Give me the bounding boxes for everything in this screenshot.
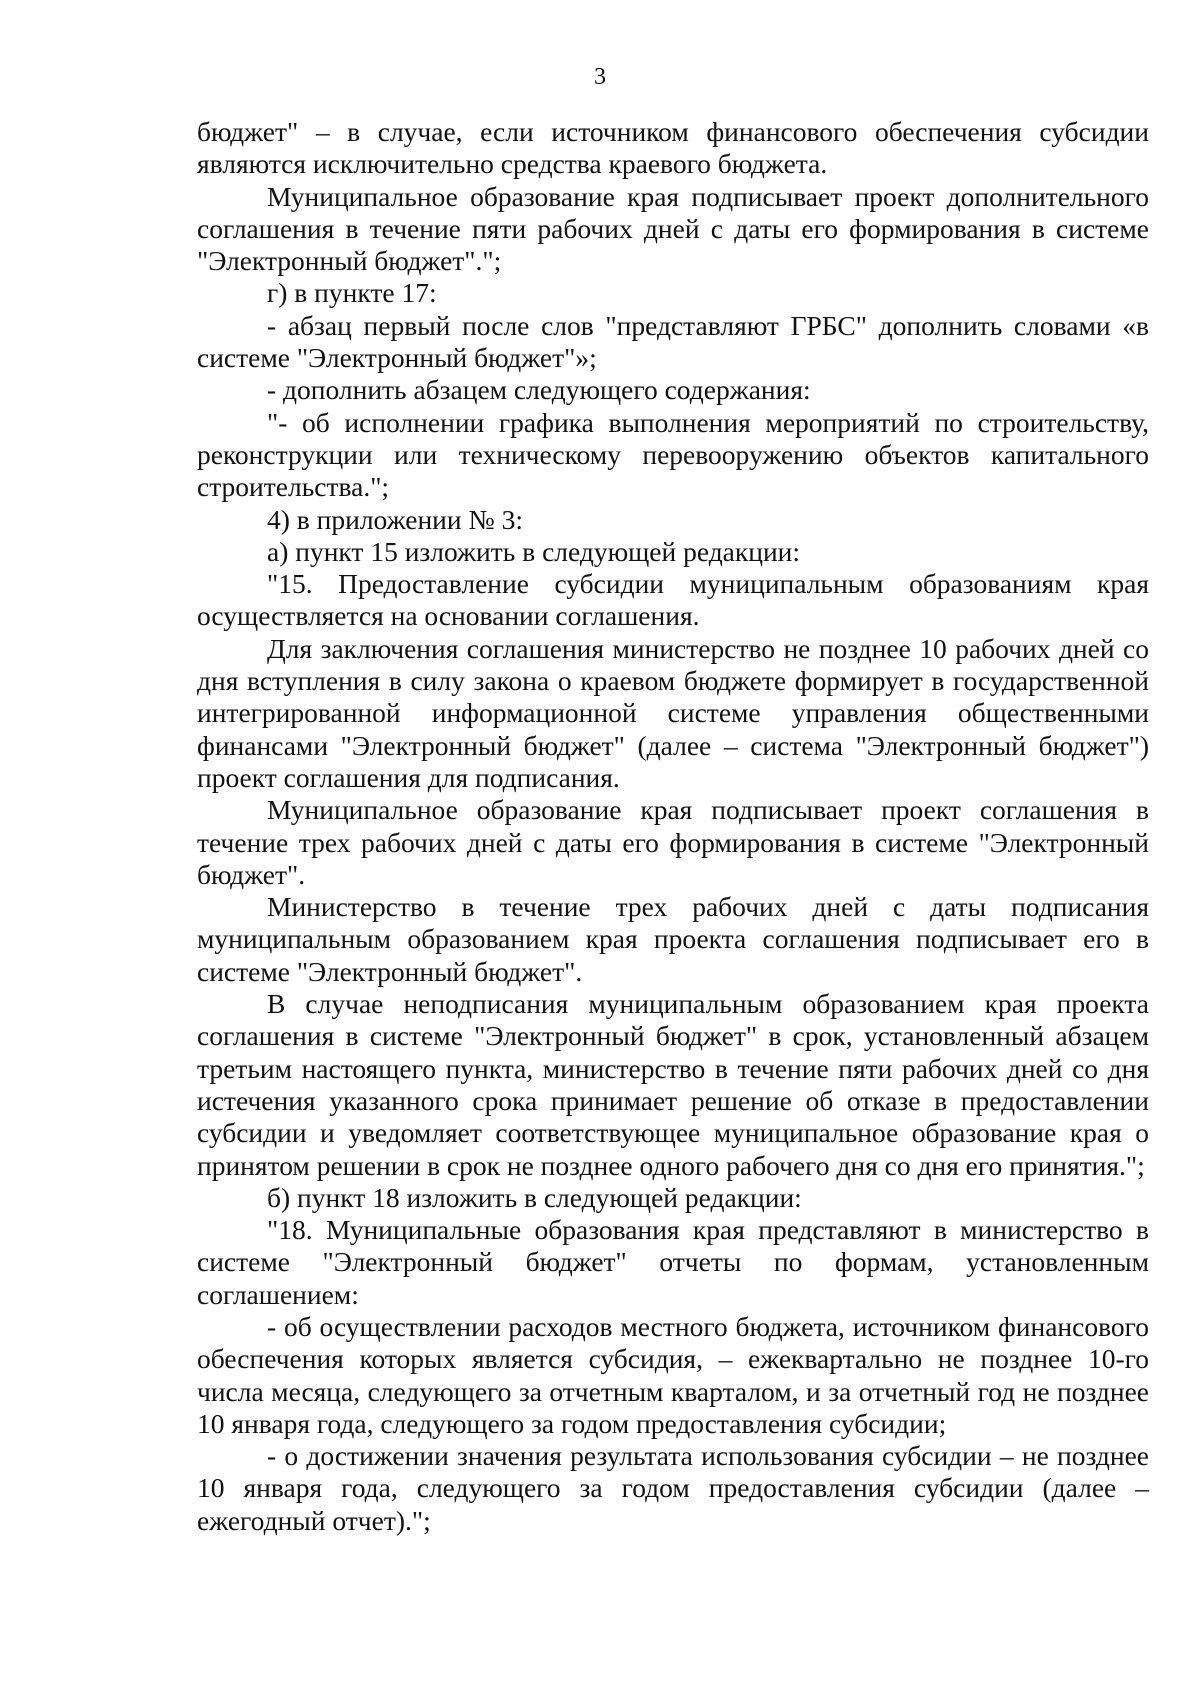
paragraph-17: - о достижении значения результата использования субсидии – не позднее 10 января года, следующего за годом предоставления субсидии (далее – ежегодный отчет).";	[197, 1440, 1149, 1536]
paragraph-8: а) пункт 15 изложить в следующей редакции:	[267, 535, 801, 567]
paragraph-11: Муниципальное образование края подписывает проект соглашения в течение трех рабочих дней с даты его формирования в системе "Электронный бюджет".	[197, 794, 1149, 890]
paragraph-6: "- об исполнении графика выполнения мероприятий по строительству, реконструкции или техническому перевооружению объектов капитального строительства.";	[197, 406, 1149, 503]
paragraph-4: - абзац первый после слов "представляют ГРБС" дополнить словами «в системе "Электронный бюджет"»;	[197, 309, 1149, 374]
paragraph-16: - об осуществлении расходов местного бюджета, источником финансового обеспечения которых является субсидия, – ежеквартально не позднее 10-го числа месяца, следующего за отчетным кварталом, и за отчетный год не позднее 10 января года, следующего за годом предоставления субсидии;	[197, 1310, 1149, 1439]
paragraph-14: б) пункт 18 изложить в следующей редакции:	[267, 1181, 802, 1213]
paragraph-1: бюджет" – в случае, если источником финансового обеспечения субсидии являются исключительно средства краевого бюджета.	[197, 116, 1149, 180]
paragraph-12: Министерство в течение трех рабочих дней с даты подписания муниципальным образованием края проекта соглашения подписывает его в системе "Электронный бюджет".	[197, 891, 1149, 987]
document-body	[197, 116, 1149, 1537]
page-number: 3	[594, 64, 606, 90]
paragraph-15: "18. Муниципальные образования края представляют в министерство в системе "Электронный бюджет" отчеты по формам, установленным соглашением:	[197, 1214, 1149, 1310]
paragraph-3: г) в пункте 17:	[267, 277, 437, 309]
paragraph-9: "15. Предоставление субсидии муниципальным образованиям края осуществляется на основании соглашения.	[197, 568, 1149, 632]
paragraph-13: В случае неподписания муниципальным образованием края проекта соглашения в системе "Электронный бюджет" в срок, установленный абзацем третьим настоящего пункта, министерство в течение пяти рабочих дней со дня истечения указанного срока принимает решение об отказе в предоставлении субсидии и уведомляет соответствующее муниципальное образование края о принятом решении в срок не позднее одного рабочего дня со дня его принятия.";	[197, 988, 1149, 1181]
paragraph-7: 4) в приложении № 3:	[267, 503, 523, 535]
paragraph-10: Для заключения соглашения министерство не позднее 10 рабочих дней со дня вступления в силу закона о краевом бюджете формирует в государственной интегрированной информационной системе управления общественными финансами "Электронный бюджет" (далее – система "Электронный бюджет") проект соглашения для подписания.	[197, 632, 1149, 793]
paragraph-2: Муниципальное образование края подписывает проект дополнительного соглашения в течение пяти рабочих дней с даты его формирования в системе "Электронный бюджет".";	[197, 180, 1149, 277]
paragraph-5: - дополнить абзацем следующего содержания:	[267, 374, 811, 406]
